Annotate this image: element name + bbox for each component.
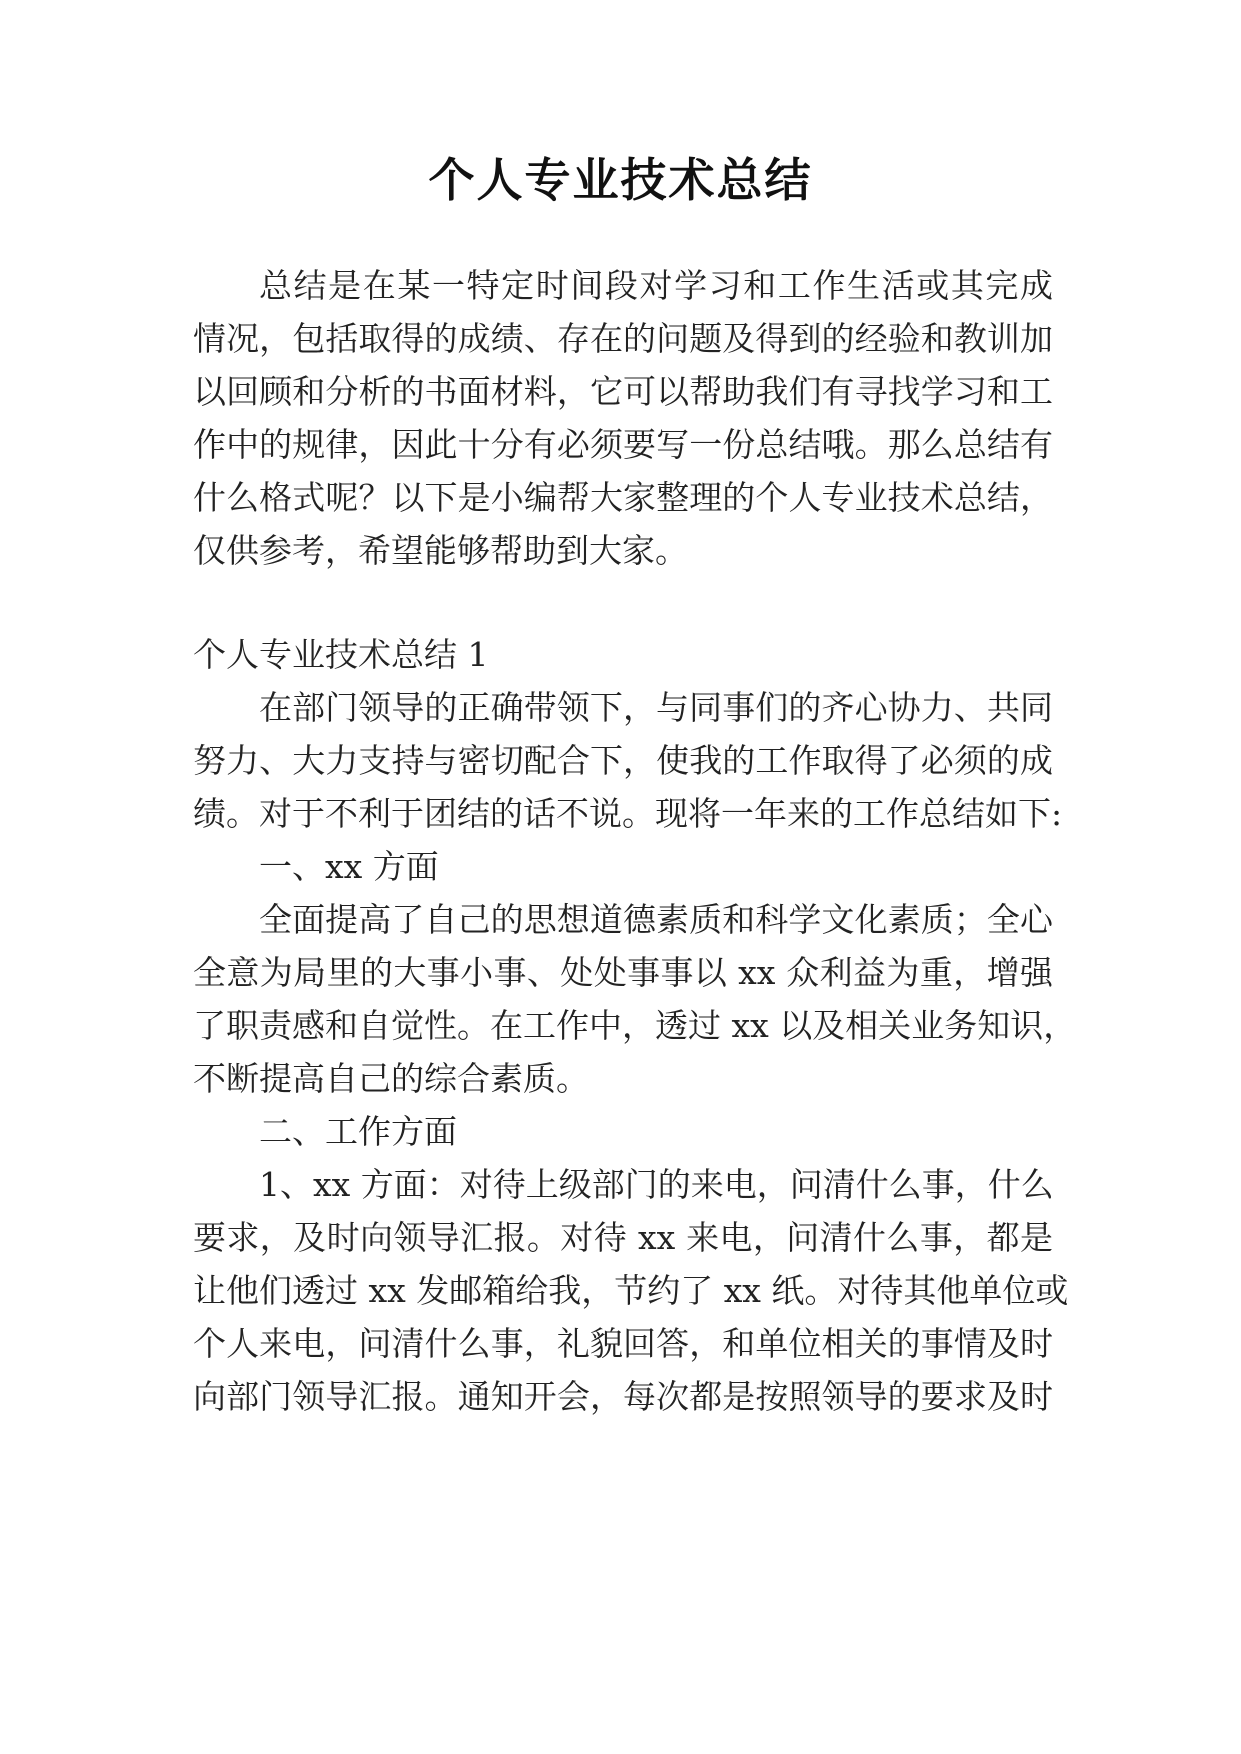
section-para-line-2: 努力、大力支持与密切配合下，使我的工作取得了必须的成 — [193, 741, 1053, 780]
sub2-line-1: 1、xx 方面：对待上级部门的来电，问清什么事，什么 — [259, 1165, 1054, 1204]
sub1-line-1: 全面提高了自己的思想道德素质和科学文化素质；全心 — [259, 900, 1053, 939]
sub2-line-4: 个人来电，问清什么事，礼貌回答，和单位相关的事情及时 — [193, 1324, 1053, 1363]
sub2-line-2: 要求，及时向领导汇报。对待 xx 来电，问清什么事，都是 — [193, 1218, 1053, 1257]
sub2-line-3: 让他们透过 xx 发邮箱给我，节约了 xx 纸。对待其他单位或 — [193, 1271, 1069, 1310]
intro-line-5: 什么格式呢？以下是小编帮大家整理的个人专业技术总结， — [193, 478, 1053, 517]
section-para-line-3: 绩。对于不利于团结的话不说。现将一年来的工作总结如下: — [193, 794, 1063, 833]
intro-line-4: 作中的规律，因此十分有必须要写一份总结哦。那么总结有 — [193, 425, 1053, 464]
subsection-heading-1: 一、xx 方面 — [259, 847, 439, 886]
intro-line-2: 情况，包括取得的成绩、存在的问题及得到的经验和教训加 — [193, 319, 1053, 358]
sub1-line-4: 不断提高自己的综合素质。 — [193, 1059, 589, 1098]
sub2-line-5: 向部门领导汇报。通知开会，每次都是按照领导的要求及时 — [193, 1377, 1053, 1416]
section-heading: 个人专业技术总结 1 — [193, 635, 489, 674]
section-para-line-1: 在部门领导的正确带领下，与同事们的齐心协力、共同 — [259, 688, 1053, 727]
sub1-line-2: 全意为局里的大事小事、处处事事以 xx 众利益为重，增强 — [193, 953, 1053, 992]
document-title: 个人专业技术总结 — [428, 153, 813, 207]
sub1-line-3: 了职责感和自觉性。在工作中，透过 xx 以及相关业务知识， — [193, 1006, 1077, 1045]
intro-line-6: 仅供参考，希望能够帮助到大家。 — [193, 531, 688, 570]
intro-line-3: 以回顾和分析的书面材料，它可以帮助我们有寻找学习和工 — [193, 372, 1053, 411]
intro-line-1: 总结是在某一特定时间段对学习和工作生活或其完成 — [259, 266, 1053, 305]
subsection-heading-2: 二、工作方面 — [259, 1112, 457, 1151]
